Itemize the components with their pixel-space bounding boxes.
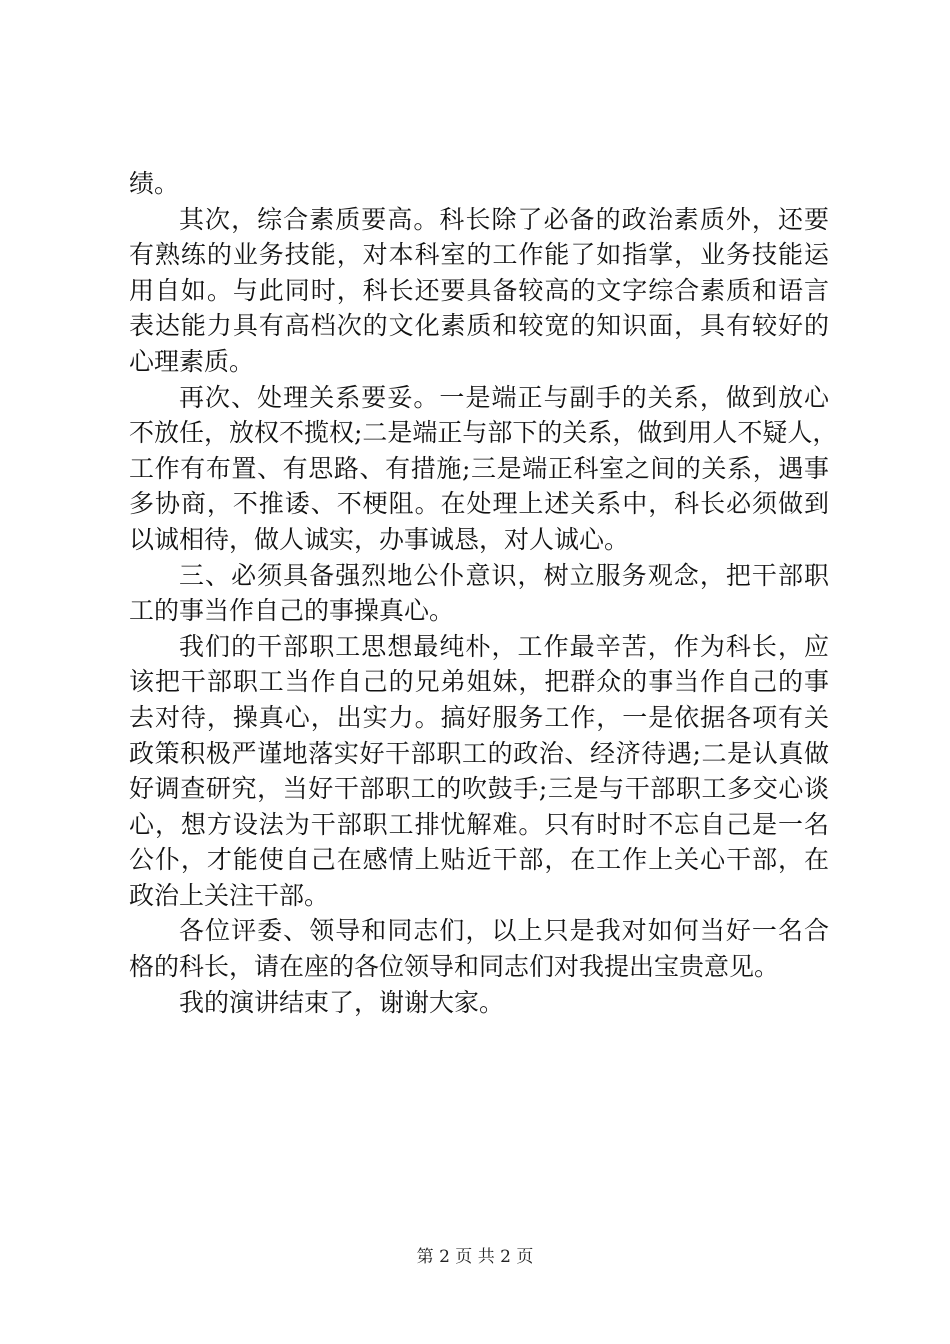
document-body [129, 166, 838, 1020]
paragraph-line: 心理素质。 [129, 346, 255, 376]
paragraph-line: 我的演讲结束了，谢谢大家。 [179, 987, 505, 1017]
paragraph-line: 工的事当作自己的事操真心。 [129, 596, 455, 626]
paragraph-line: 有熟练的业务技能，对本科室的工作能了如指掌，业务技能运 [129, 240, 829, 270]
paragraph-line: 工作有布置、有思路、有措施;三是端正科室之间的关系，遇事 [129, 453, 829, 483]
page-footer: 第 2 页 共 2 页 [416, 1247, 534, 1267]
paragraph-line: 其次，综合素质要高。科长除了必备的政治素质外，还要 [179, 204, 829, 234]
paragraph-line: 各位评委、领导和同志们，以上只是我对如何当好一名合 [179, 916, 829, 946]
paragraph-line: 表达能力具有高档次的文化素质和较宽的知识面，具有较好的 [129, 311, 829, 341]
paragraph-line: 用自如。与此同时，科长还要具备较高的文字综合素质和语言 [129, 275, 829, 305]
paragraph-line: 好调查研究，当好干部职工的吹鼓手;三是与干部职工多交心谈 [129, 774, 829, 804]
paragraph-line: 不放任，放权不揽权;二是端正与部下的关系，做到用人不疑人， [129, 418, 838, 448]
paragraph-line: 心，想方设法为干部职工排忧解难。只有时时不忘自己是一名 [129, 809, 829, 839]
paragraph-line: 再次、处理关系要妥。一是端正与副手的关系，做到放心 [179, 382, 829, 412]
paragraph-line: 政策积极严谨地落实好干部职工的政治、经济待遇;二是认真做 [129, 738, 829, 768]
paragraph-line: 该把干部职工当作自己的兄弟姐妹，把群众的事当作自己的事 [129, 667, 829, 697]
paragraph-line: 格的科长，请在座的各位领导和同志们对我提出宝贵意见。 [129, 952, 780, 982]
paragraph-line: 多协商，不推诿、不梗阻。在处理上述关系中，科长必须做到 [129, 489, 829, 519]
paragraph-line: 我们的干部职工思想最纯朴，工作最辛苦，作为科长，应 [179, 631, 829, 661]
paragraph-line: 绩。 [129, 169, 180, 198]
paragraph-line: 三、必须具备强烈地公仆意识，树立服务观念，把干部职 [179, 560, 829, 590]
paragraph-line: 公仆，才能使自己在感情上贴近干部，在工作上关心干部，在 [129, 845, 829, 875]
paragraph-line: 政治上关注干部。 [129, 880, 330, 910]
paragraph-line: 去对待，操真心，出实力。搞好服务工作，一是依据各项有关 [129, 702, 829, 732]
paragraph-line: 以诚相待，做人诚实，办事诚恳，对人诚心。 [129, 524, 630, 554]
